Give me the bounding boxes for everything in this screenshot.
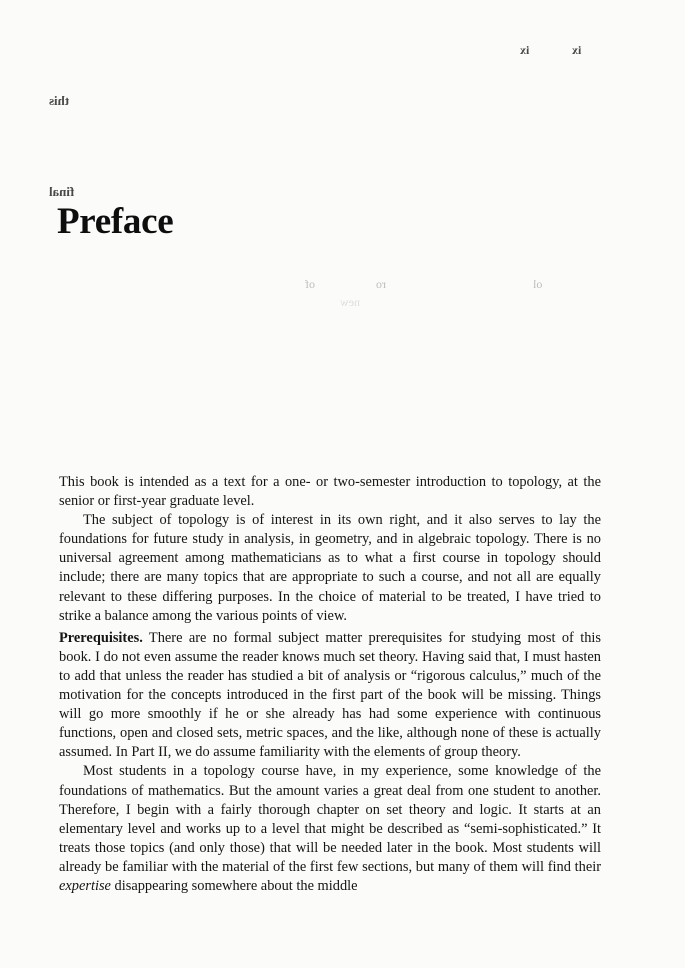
paragraph-subject: The subject of topology is of interest in its own right, and it also serves to lay the foundations for future study in analysis, in geometry, and in algebraic topology. There is no universal agreement among mathematicians as to what a first course in topology should include; there are many topics that are appropriate to such a course, and not all are equally relevant to these differing purposes. In the choice of material to be treated, I have tried to strike a balance among the various points of view. bbox=[59, 512, 601, 624]
show-through-mid-a: of bbox=[305, 277, 315, 291]
students-text-after: disappearing somewhere about the middle bbox=[110, 877, 358, 894]
paragraph-students bbox=[59, 762, 601, 896]
prerequisites-text: There are no formal subject matter prerequisites for studying most of this book. I do not even assume the reader knows much set theory. Having said that, I must hasten to add that unless the reader has studied a bit of analysis or “rigorous calculus,” much of the motivation for the concepts introduced in the first part of the book will be missing. Things will go more smoothly if he or she already has had some experience with continuous functions, open and closed sets, metric spaces, and the like, although none of these is actually assumed. In Part II, we do assume familiarity with the elements of group theory. bbox=[59, 629, 601, 761]
show-through-mid-d: new bbox=[340, 295, 360, 309]
preface-body bbox=[59, 473, 601, 896]
page-title: Preface bbox=[57, 201, 174, 242]
students-emphasis: expertise bbox=[59, 877, 111, 894]
show-through-mid-b: ro bbox=[376, 277, 386, 291]
run-in-heading-prerequisites: Prerequisites. bbox=[59, 629, 143, 646]
show-through-left-b: final bbox=[49, 184, 75, 199]
paragraph-intro: This book is intended as a text for a one- or two-semester introduction to topology, at the senior or first-year graduate level. bbox=[59, 474, 601, 510]
show-through-header-a: ix bbox=[520, 43, 530, 57]
show-through-header-b: ix bbox=[572, 43, 582, 57]
show-through-left-a: this bbox=[49, 93, 70, 108]
students-text-before: Most students in a topology course have, in my experience, some knowledge of the foundations of mathematics. But the amount varies a great deal from one student to another. Therefore, I begin with a fairly thorough chapter on set theory and logic. It starts at an elementary level and works up to a level that might be described as “semi-sophisticated.” It treats those topics (and only those) that will be needed later in the book. Most students will already be familiar with the material of the first few sections, but many of them will find their bbox=[59, 763, 601, 875]
show-through-mid-c: ol bbox=[533, 277, 543, 291]
paragraph-prerequisites bbox=[59, 629, 601, 763]
